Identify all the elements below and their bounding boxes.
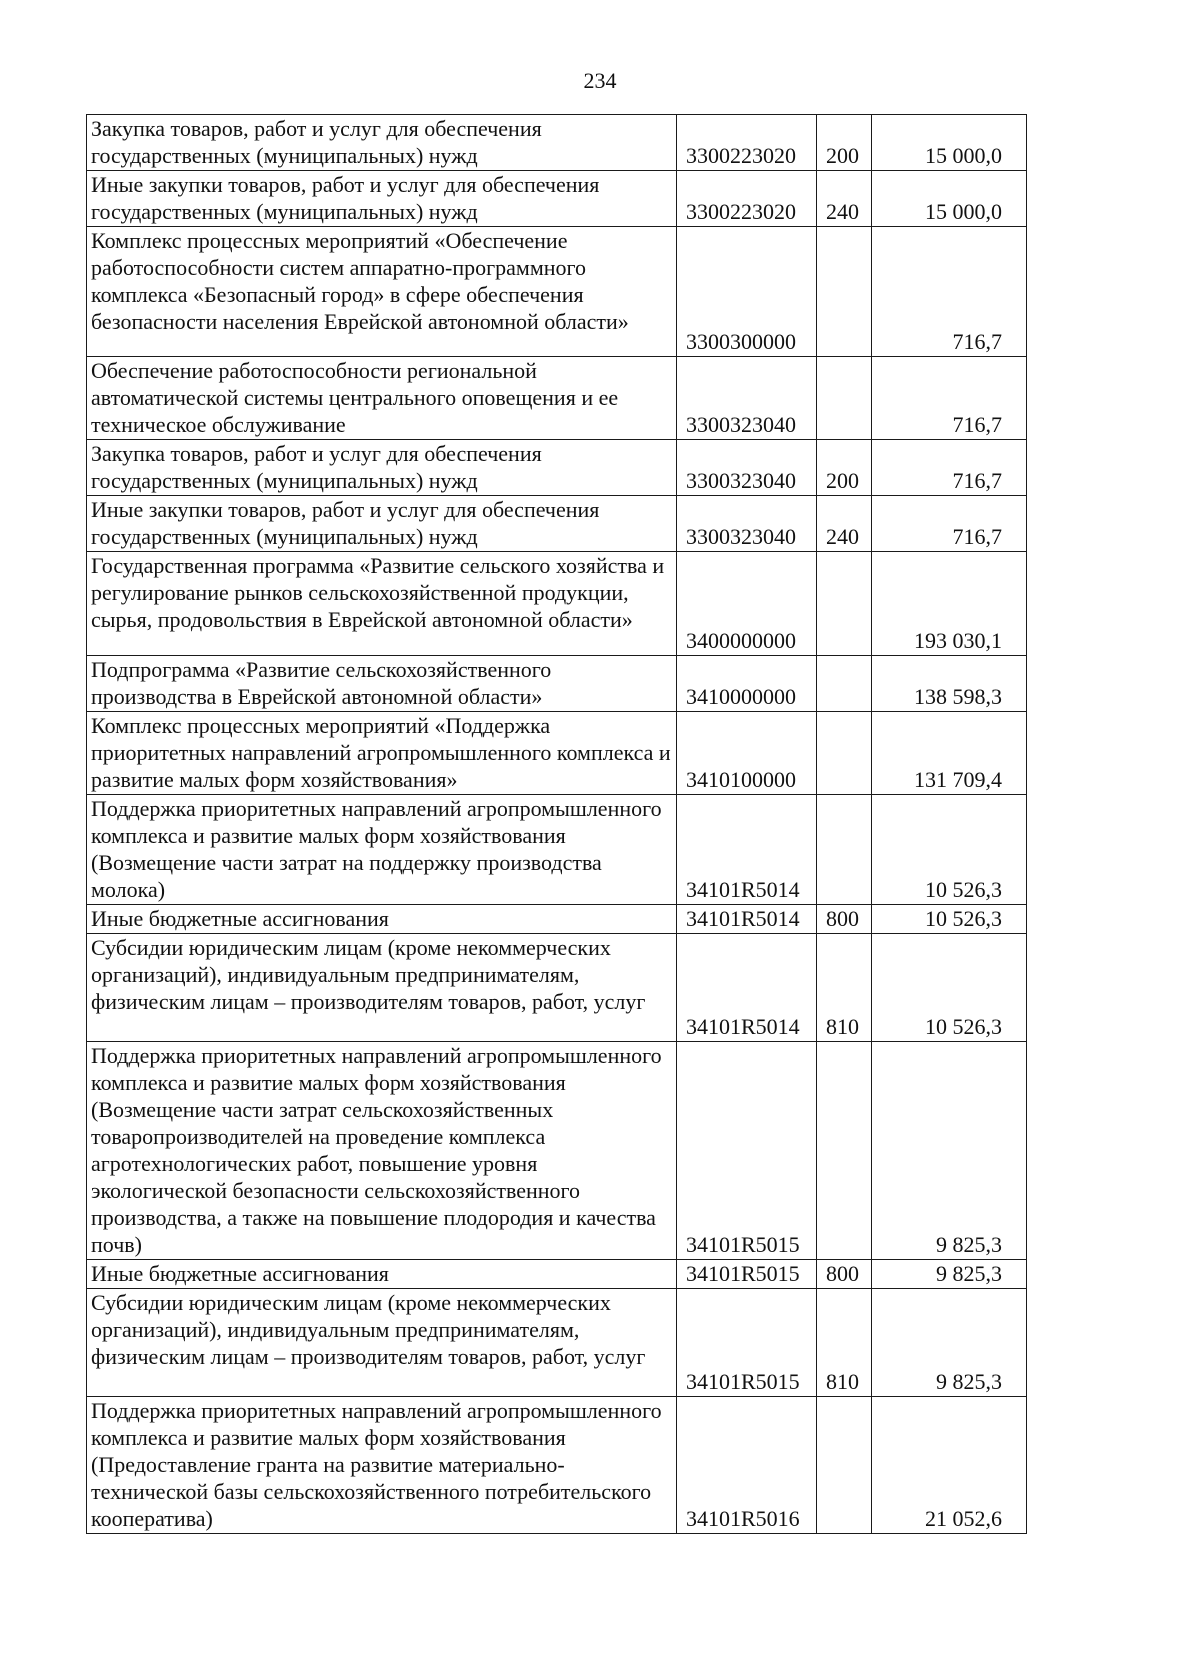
table-row <box>87 1042 1027 1260</box>
row-name: Государственная программа «Развитие сельского хозяйства и регулирование рынков сельскохозяйственной продукции, сырья, продовольствия в Еврейской автономной области» <box>91 553 665 632</box>
row-code: 3300323040 <box>677 440 817 496</box>
row-name-cell <box>87 712 677 795</box>
table-row <box>87 1260 1027 1289</box>
row-expense-type <box>817 357 872 440</box>
row-name: Иные бюджетные ассигнования <box>91 1261 389 1286</box>
row-expense-type: 240 <box>817 496 872 552</box>
row-code: 3300223020 <box>677 115 817 171</box>
row-name: Иные закупки товаров, работ и услуг для обеспечения государственных (муниципальных) нужд <box>91 172 600 224</box>
row-code: 3300323040 <box>677 357 817 440</box>
table-row <box>87 934 1027 1042</box>
table-row <box>87 905 1027 934</box>
table-row <box>87 171 1027 227</box>
row-name-cell <box>87 1289 677 1397</box>
row-name: Комплекс процессных мероприятий «Поддержка приоритетных направлений агропромышленного комплекса и развитие малых форм хозяйствования» <box>91 713 671 792</box>
row-expense-type: 800 <box>817 1260 872 1289</box>
budget-table <box>86 114 1027 1534</box>
row-name: Обеспечение работоспособности региональной автоматической системы центрального оповещения и ее техническое обслуживание <box>91 358 619 437</box>
row-name: Комплекс процессных мероприятий «Обеспечение работоспособности систем аппаратно-программного комплекса «Безопасный город» в сфере обеспечения безопасности населения Еврейской автономной области» <box>91 228 629 334</box>
row-amount: 9 825,3 <box>872 1289 1027 1397</box>
table-row <box>87 656 1027 712</box>
row-code: 3300300000 <box>677 227 817 357</box>
row-name: Иные закупки товаров, работ и услуг для обеспечения государственных (муниципальных) нужд <box>91 497 600 549</box>
row-code: 3300223020 <box>677 171 817 227</box>
table-row <box>87 440 1027 496</box>
row-code: 3410100000 <box>677 712 817 795</box>
row-amount: 21 052,6 <box>872 1397 1027 1534</box>
row-name-cell <box>87 905 677 934</box>
row-expense-type <box>817 795 872 905</box>
row-name-cell <box>87 656 677 712</box>
row-name: Субсидии юридическим лицам (кроме некоммерческих организаций), индивидуальным предпринимателям, физическим лицам – производителям товаров, работ, услуг <box>91 1290 646 1369</box>
row-code: 34101R5016 <box>677 1397 817 1534</box>
row-expense-type: 810 <box>817 1289 872 1397</box>
row-amount: 193 030,1 <box>872 552 1027 656</box>
row-expense-type <box>817 1397 872 1534</box>
row-expense-type: 200 <box>817 440 872 496</box>
table-row <box>87 795 1027 905</box>
row-name-cell <box>87 440 677 496</box>
row-amount: 716,7 <box>872 440 1027 496</box>
row-name-cell <box>87 934 677 1042</box>
row-amount: 716,7 <box>872 496 1027 552</box>
row-code: 34101R5014 <box>677 905 817 934</box>
row-expense-type <box>817 712 872 795</box>
table-row <box>87 227 1027 357</box>
row-name: Иные бюджетные ассигнования <box>91 906 389 931</box>
row-code: 34101R5015 <box>677 1260 817 1289</box>
row-name: Поддержка приоритетных направлений агропромышленного комплекса и развитие малых форм хозяйствования (Возмещение части затрат на поддержку производства молока) <box>91 796 662 902</box>
table-row <box>87 115 1027 171</box>
row-amount: 716,7 <box>872 357 1027 440</box>
row-name-cell <box>87 552 677 656</box>
row-expense-type: 810 <box>817 934 872 1042</box>
row-code: 34101R5015 <box>677 1042 817 1260</box>
row-code: 3400000000 <box>677 552 817 656</box>
table-row <box>87 712 1027 795</box>
table-row <box>87 1289 1027 1397</box>
row-code: 34101R5015 <box>677 1289 817 1397</box>
row-amount: 15 000,0 <box>872 115 1027 171</box>
table-row <box>87 496 1027 552</box>
row-name: Поддержка приоритетных направлений агропромышленного комплекса и развитие малых форм хозяйствования (Предоставление гранта на развитие материально-технической базы сельскохозяйственного потребительского кооператива) <box>91 1398 662 1531</box>
row-amount: 716,7 <box>872 227 1027 357</box>
row-expense-type: 800 <box>817 905 872 934</box>
row-name: Закупка товаров, работ и услуг для обеспечения государственных (муниципальных) нужд <box>91 441 542 493</box>
row-expense-type: 200 <box>817 115 872 171</box>
row-code: 34101R5014 <box>677 934 817 1042</box>
row-code: 3410000000 <box>677 656 817 712</box>
page-number: 234 <box>583 68 617 93</box>
row-name-cell <box>87 795 677 905</box>
row-amount: 138 598,3 <box>872 656 1027 712</box>
row-name-cell <box>87 115 677 171</box>
row-name-cell <box>87 1042 677 1260</box>
row-code: 3300323040 <box>677 496 817 552</box>
row-expense-type: 240 <box>817 171 872 227</box>
row-amount: 10 526,3 <box>872 905 1027 934</box>
row-expense-type <box>817 227 872 357</box>
row-expense-type <box>817 552 872 656</box>
row-amount: 10 526,3 <box>872 934 1027 1042</box>
table-row <box>87 357 1027 440</box>
row-code: 34101R5014 <box>677 795 817 905</box>
row-name-cell <box>87 227 677 357</box>
row-expense-type <box>817 656 872 712</box>
row-amount: 131 709,4 <box>872 712 1027 795</box>
row-expense-type <box>817 1042 872 1260</box>
row-name-cell <box>87 171 677 227</box>
row-name: Субсидии юридическим лицам (кроме некоммерческих организаций), индивидуальным предпринимателям, физическим лицам – производителям товаров, работ, услуг <box>91 935 646 1014</box>
table-row <box>87 552 1027 656</box>
row-name: Подпрограмма «Развитие сельскохозяйственного производства в Еврейской автономной области» <box>91 657 552 709</box>
row-name-cell <box>87 1260 677 1289</box>
row-name-cell <box>87 496 677 552</box>
row-amount: 15 000,0 <box>872 171 1027 227</box>
row-name-cell <box>87 357 677 440</box>
row-amount: 9 825,3 <box>872 1042 1027 1260</box>
row-amount: 10 526,3 <box>872 795 1027 905</box>
row-name: Поддержка приоритетных направлений агропромышленного комплекса и развитие малых форм хозяйствования (Возмещение части затрат сельскохозяйственных товаропроизводителей на проведение комплекса агротехнологических работ, повышение уровня экологической безопасности сельскохозяйственного производства, а также на повышение плодородия и качества почв) <box>91 1043 662 1257</box>
row-amount: 9 825,3 <box>872 1260 1027 1289</box>
row-name: Закупка товаров, работ и услуг для обеспечения государственных (муниципальных) нужд <box>91 116 542 168</box>
table-row <box>87 1397 1027 1534</box>
row-name-cell <box>87 1397 677 1534</box>
